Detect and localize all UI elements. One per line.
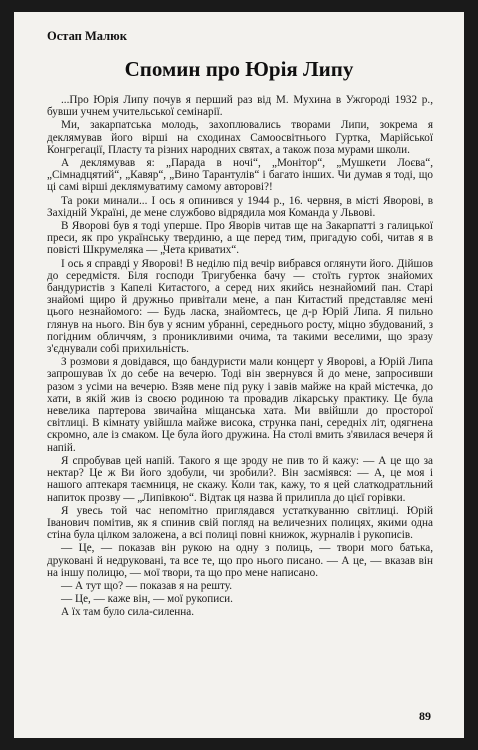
paragraph: ...Про Юрія Липу почув я перший раз від М. Мухина в Ужгороді 1932 р., бувши учнем учительської семінарії. <box>47 94 433 119</box>
book-page <box>14 12 464 738</box>
page-number: 89 <box>419 709 431 723</box>
paragraph: Я спробував цей напій. Такого я ще зроду не пив то й кажу: — А це що за нектар? Це ж Ви його здобули, чи зробили?. Він засміявся: — А, це моя і нашого аптекаря таємниця, не скажу. Коли так, кажу, то я цей слаткодратльний напиток прозву — „Липівкою“. Відтак ця назва й прилипла до цієї горівки. <box>47 454 433 504</box>
paragraph: Я увесь той час непомітно приглядався устаткуванню світлиці. Юрій Іванович помітив, як я спинив свій погляд на величезних полицях, якими одна стіна була цілком заложена, а всі полиці повні книжок, журналів і рукописів. <box>47 504 433 542</box>
paragraph: А їх там було сила-силенна. <box>61 606 195 619</box>
paragraph: В Яворові був я тоді уперше. Про Яворів читав ще на Закарпатті з галицької преси, як про українську твердиню, а ще перед тим, пригадую собі, читав я в повісті Шкрумеляка — „Чета криватих“. <box>47 220 433 257</box>
paragraph: — Це, — показав він рукою на одну з полиць, — твори мого батька, друковані й недруковані, та все те, що про нього писано. — А це, — вказав він на іншу полицю, — мої твори, та що про мене написано. <box>47 542 433 579</box>
paragraph: — Це, — каже він, — мої рукописи. <box>61 593 233 606</box>
running-header-author: Остап Малюк <box>47 29 127 43</box>
paragraph: З розмови я довідався, що бандуристи мали концерт у Яворові, а Юрій Липа запрошував їх до себе на вечерю. Тоді він звернувся й до мене, запросивши разом з усіми на вечерю. Взяв мене під руку і завів майже на край містечка, до хати, в якій жив із своєю родиною та провадив лікарську практику. Це була невелика партерова звичайна міщанська хата. Ми ввійшли до просторої світлиці. В кімнату увійшла майже висока, струнка пані, середніх літ, одягнена скромно, але із смаком. Це була його дружина. На столі вмить з'явилася вечеря й напій. <box>47 356 433 454</box>
paragraph: Ми, закарпатська молодь, захоплювались творами Липи, зокрема я деклямував його вірші на сходинах Самоосвітнього Гуртка, Марійської Конгрегації, Пласту та різних народних святах, а також поза мурами школи. <box>47 119 433 156</box>
paragraph: — А тут що? — показав я на решту. <box>61 579 232 592</box>
paragraph: І ось я справді у Яворові! В неділю під вечір вибрався оглянути його. Дійшов до середмістя. Біля господи Тригубенка бачу — стоїть гурток знайомих бандуристів з Капелі Китастого, а серед них якийсь незнайомий пан. Старі знайомі щиро й дружньо привітали мене, а пан Китастий представляє мені цього незнайомого: — Будь ласка, знайомтесь, це д-р Юрій Липа. Я пильно глянув на нього. Він був у ясним убранні, середнього росту, міцно збудований, з погідним обличчям, з проникливими очима, та такими веселими, що зразу з'єднували собі прихильність. <box>47 257 433 356</box>
article-title: Спомин про Юрія Липу <box>124 57 354 81</box>
article-body <box>47 94 433 620</box>
paragraph: А деклямував я: „Парада в ночі“, „Монітор“, „Мушкети Лоєва“, „Сімнадцятий“, „Кавяр“, „Вино Тарантулів“ і багато інших. Чи думав я тоді, що ці самі вірші деклямуватиму самому авторові?! <box>47 157 433 194</box>
paragraph: Та роки минали... І ось я опинився у 1944 р., 16. червня, в місті Яворові, в Західній Україні, де мене службово відрядила моя Команда у Львові. <box>47 194 433 219</box>
